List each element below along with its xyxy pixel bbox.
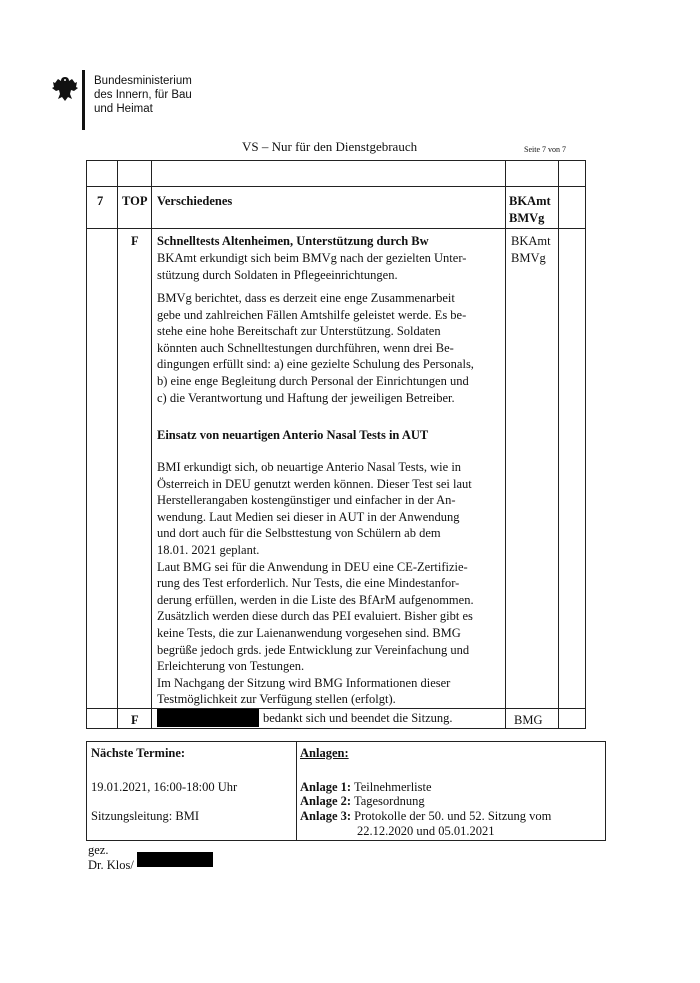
signature-gez: gez. [88,843,109,857]
row-type: TOP [122,194,148,208]
row-number: 7 [97,194,104,208]
page-number: Seite 7 von 7 [524,145,566,154]
paragraph: BMVg berichtet, dass es derzeit eine enge Zusammenarbeit gebe und zahlreichen Fällen Amtshilfe geleistet werde. Es be- stehe eine hohe Bereitschaft zur Unterstützung. Soldaten könnten auch Schnelltestungen durchführen, wenn drei Be- dingungen erfüllt sind: a) eine gezielte Schulung des Personals, b) eine enge Begleitung durch Personal der Einrichtungen und c) die Verantwortung und Haftung der jeweiligen Betreiber. [157,291,474,405]
section-title: Schnelltests Altenheimen, Unterstützung durch Bw [157,234,429,248]
next-date: 19.01.2021, 16:00-18:00 Uhr [91,780,238,794]
attachment-item-cont: 22.12.2020 und 05.01.2021 [357,824,495,838]
section-subtitle: Einsatz von neuartigen Anterio Nasal Tests in AUT [157,428,429,442]
attachments-label: Anlagen: [300,746,349,760]
classification-marking: VS – Nur für den Dienstgebrauch [242,139,418,154]
attachment-item: Anlage 2: Tagesordnung [300,794,425,808]
signature-name: Dr. Klos/ [88,858,134,872]
row-title: Verschiedenes [157,194,233,208]
row-type: F [131,713,139,727]
attachment-item: Anlage 3: Protokolle der 50. und 52. Sitzung vom [300,809,552,823]
chair: Sitzungsleitung: BMI [91,809,199,823]
ministry-name: Bundesministerium des Innern, für Bau und Heimat [94,75,192,115]
row-type: F [131,234,139,248]
row-responsible: BKAmt BMVg [511,234,551,265]
redaction-bar [137,852,213,867]
paragraph: BKAmt erkundigt sich beim BMVg nach der gezielten Unter- stützung durch Soldaten in Pflegeeinrichtungen. [157,251,467,282]
row-responsible: BKAmt BMVg [509,194,551,225]
paragraph: BMI erkundigt sich, ob neuartige Anterio Nasal Tests, wie in Österreich in DEU genutzt werden können. Dieser Test sei laut Herstellerangaben kostengünstiger und einfacher in der An- wendung. Laut Medien sei dieser in AUT in der Anwendung und dort auch für die Selbsttestung von Schülern ab dem 18.01. 2021 geplant. Laut BMG sei für die Anwendung in DEU eine CE-Zertifizie- rung des Test erforderlich. Nur Tests, die eine Mindestanfor- derung erfüllen, werden in die Liste des BfArM aufgenommen. Zusätzlich werden diese durch das PEI evaluiert. Bisher gibt es keine Tests, die zur Laienanwendung vorgesehen sind. BMG begrüße jedoch grds. jede Entwicklung zur Vereinfachung und Erleichterung von Testungen. Im Nachgang der Sitzung wird BMG Informationen dieser Testmöglichkeit zur Verfügung stellen (erfolgt). [157,460,474,707]
row-responsible: BMG [514,713,543,727]
federal-eagle-icon [50,74,80,104]
letterhead-bar [82,70,85,130]
next-dates-label: Nächste Termine: [91,746,186,760]
closing-text: bedankt sich und beendet die Sitzung. [263,711,453,725]
redaction-bar [157,709,259,727]
attachment-item: Anlage 1: Teilnehmerliste [300,780,432,794]
